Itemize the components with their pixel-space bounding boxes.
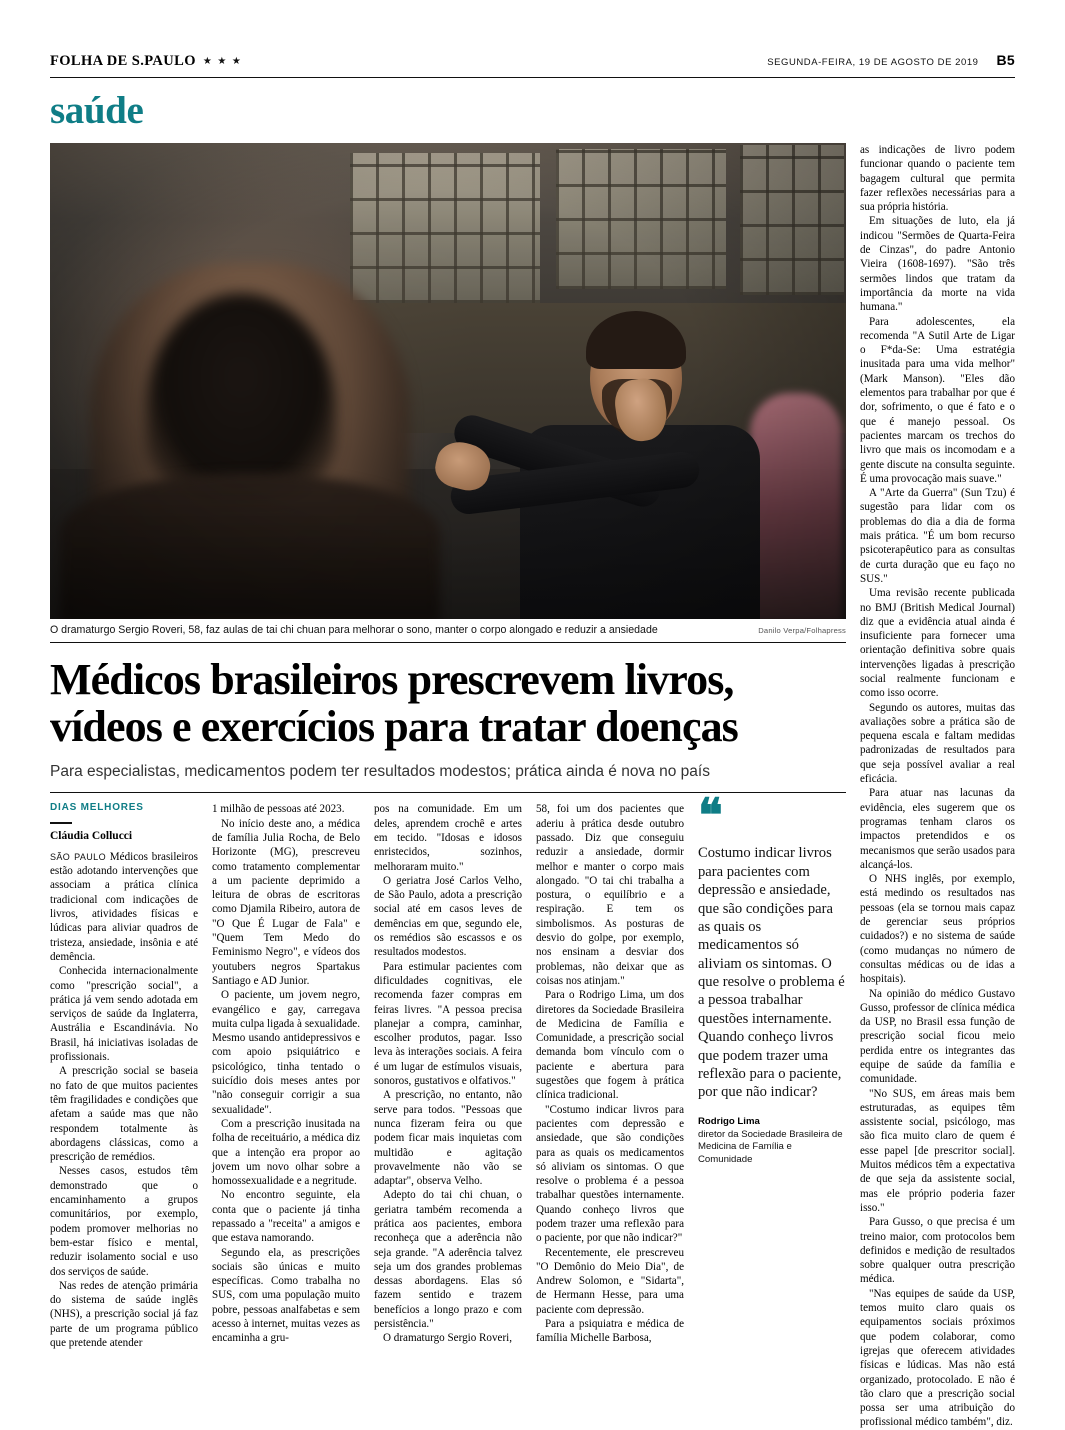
page-body xyxy=(50,143,1015,1430)
paragraph: pos na comunidade. Em um deles, aprendem crochê e artes em tecido. "Idosas e idosos enristecidos, sozinhos, melhoraram muito." xyxy=(374,803,522,873)
photo-image xyxy=(50,143,846,619)
paragraph: 1 milhão de pessoas até 2023. xyxy=(212,803,345,816)
paragraph: 58, foi um dos pacientes que aderiu à prática desde outubro passado. Diz que conseguiu reduzir a ansiedade, dormir melhor e manter o corpo mais alongado. "O tai chi trabalha a postura, o equilíbrio e a respiração. E tem os simbolismos. As posturas de desvio do golpe, por exemplo, nos ensinam a desviar dos problemas, não deixar que as coisas nos atinjam." xyxy=(536,803,684,987)
paragraph: Na opinião do médico Gustavo Gusso, professor de clínica médica da USP, no Brasil essa função de prescrição social ficou meio perdida entre os integrantes das equipe de saúde da família e comunidade. xyxy=(860,987,1015,1086)
paragraph: "No SUS, em áreas mais bem estruturadas, as equipes têm assistente social, psicólogo, mas são fica muito claro de quem é esse papel [de prescritor social]. Muitos médicos têm a expectativa de que seja da assistente social, mas ele próprio poderia fazer isso." xyxy=(860,1087,1015,1214)
paragraph: Para Gusso, o que precisa é um treino maior, com protocolos bem definidos e medição de resultados sobre qualquer outra prescrição médica. xyxy=(860,1216,1015,1286)
story-kicker: DIAS MELHORES xyxy=(50,802,144,814)
paragraph: Para o Rodrigo Lima, um dos diretores da Sociedade Brasileira de Medicina de Família e Comunidade, a prescrição social demanda bom vínculo com o paciente e abertura para sugestões que fogem à prática clínica tradicional. xyxy=(536,989,684,1102)
masthead xyxy=(50,52,1015,78)
quote-mark-icon: ❝ xyxy=(698,790,723,842)
section-title: saúde xyxy=(50,89,144,132)
paragraph: Para estimular pacientes com dificuldades cognitivas, ele recomenda fazer compras em feiras livres. "A pessoa precisa planejar a compra, caminhar, escolher produtos, pagar. Isso leva às interações sociais. A feira é um lugar de estímulos visuais, sonoros, gustativos e olfativos." xyxy=(374,960,522,1088)
paragraph: "Costumo indicar livros para pacientes com depressão e ansiedade, que são condições para as quais os medicamentos só aliviam os sintomas. O que resolve o problema é a pessoa trabalhar questões internamente. Quando conheço livros que podem trazer uma reflexão para o paciente, por que não indicar?" xyxy=(536,1103,684,1245)
story-column-2 xyxy=(212,802,360,1350)
paragraph: Nesses casos, estudos têm demonstrado que o encaminhamento a grupos comunitários, por exemplo, podem promover melhorias no bem-estar físico e mental, reduzir isolamento social e uso dos serviços de saúde. xyxy=(50,1165,198,1278)
publication-name: FOLHA DE S.PAULO xyxy=(50,53,196,69)
paragraph: "Nas equipes de saúde da USP, temos muito claro quais os equipamentos sociais próximos que podem colaborar, como igrejas que oferecem atividades físicas e lúdicas. Mas não está organizado, protocolado. E não é tão claro que a prescrição social possa ser uma atribuição do profissional médico também", diz. xyxy=(860,1287,1015,1429)
paragraph: O NHS inglês, por exemplo, está medindo os resultados nas pessoas (ela se tornou mais capaz de gerenciar seus próprios cuidados?) e no sistema de saúde (como mudanças no número de consultas médicas ou de idas a hospitais). xyxy=(860,873,1015,986)
paragraph: Uma revisão recente publicada no BMJ (British Medical Journal) diz que a evidência atual ainda é insuficiente para fornecer uma orientação definitiva sobre quais intervenções ligadas à prescrição social realmente funcionam e como isso ocorre. xyxy=(860,587,1015,700)
pull-quote-text: Costumo indicar livros para pacientes com depressão e ansiedade, que são condições para as quais os medicamentos só aliviam os sintomas. O que resolve o problema é a pessoa trabalhar questões internamente. Quando conheço livros que podem trazer uma reflexão para o paciente, por que não indicar? xyxy=(698,845,845,1101)
paragraph: A "Arte da Guerra" (Sun Tzu) é sugestão para lidar com os problemas do dia a dia de forma mais prática. "É um bom recurso psicoterapêutico para as consultas de curta duração que eu faço no SUS." xyxy=(860,487,1015,585)
paragraph-text: Médicos brasileiros estão adotando intervenções que associam a prática clínica tradicional com indicações de livros, atividades físicas e lúdicas para aliviar quadros de tristeza, ansiedade, insônia e até demência. xyxy=(50,850,198,963)
photo-credit: Danilo Verpa/Folhapress xyxy=(758,626,846,635)
story-columns xyxy=(50,790,846,1350)
paragraph: Em situações de luto, ela já indicou "Sermões de Quarta-Feira de Cinzas", do padre Antonio Vieira (1608-1697). "São três sermões lindos que tratam da importância da morte na vida humana." xyxy=(860,215,1015,314)
lead-photo xyxy=(50,143,846,619)
paragraph: A prescrição social se baseia no fato de que muitos pacientes têm fragilidades e condições que afetam a saúde mas que não respondem totalmente às abordagens clássicas, como a prescrição de remédios. xyxy=(50,1065,198,1164)
paragraph: Segundo os autores, muitas das avaliações sobre a prática são de pequena escala e faltam medidas padronizadas de resultados para que seja possível avaliar a real eficácia. xyxy=(860,701,1015,786)
paragraph: Para a psiquiatra e médica de família Michelle Barbosa, xyxy=(536,1318,684,1345)
paragraph: O geriatra José Carlos Velho, de São Paulo, adota a prescrição social até em casos leves de demências em que, segundo ele, os remédios são escassos e os resultados modestos. xyxy=(374,874,522,959)
paragraph: Nas redes de atenção primária do sistema de saúde inglês (NHS), a prescrição social já faz parte de um programa público que pretende atender xyxy=(50,1279,198,1349)
pull-quote-author-role: diretor da Sociedade Brasileira de Medicina de Família e Comunidade xyxy=(698,1128,843,1165)
main-story-block xyxy=(50,143,846,1430)
paragraph: A prescrição, no entanto, não serve para todos. "Pessoas que nunca fizeram feira ou que podem ficar mais inquietas com multidão e agitação provavelmente não vão se adaptar", observa Velho. xyxy=(374,1089,522,1188)
paragraph: O dramaturgo Sergio Roveri, xyxy=(383,1332,512,1345)
paragraph: Adepto do tai chi chuan, o geriatra também recomenda a prática aos pacientes, embora reconheça que a aderência não seja grande. "A aderência talvez seja um dos grandes problemas dessas abordagens. Elas só fazem sentido e trazem benefícios a longo prazo e com persistência." xyxy=(374,1189,522,1331)
paragraph: Segundo ela, as prescrições sociais são únicas e muito específicas. Como trabalha no SUS, com uma população muito pobre, pessoas analfabetas e sem acesso à internet, muitas vezes as encaminha a gru- xyxy=(212,1246,360,1345)
byline: Cláudia Collucci xyxy=(50,829,133,842)
paragraph: Para atuar nas lacunas da evidência, eles sugerem que os programas tenham claros os impactos pretendidos e os mecanismos que serão usados para alcançá-los. xyxy=(860,787,1015,871)
masthead-right xyxy=(767,52,1015,68)
stars-icon: ★ ★ ★ xyxy=(202,56,243,67)
pull-quote xyxy=(698,790,846,1350)
paragraph: Com a prescrição inusitada na folha de receituário, a médica diz que a intenção era propor ao jovem um novo olhar sobre a homossexualidade e a negritude. xyxy=(212,1117,360,1188)
paragraph: No início deste ano, a médica de família Julia Rocha, de Belo Horizonte (MG), prescreveu como tratamento complementar a um paciente deprimido a leitura de obras de escritoras como Djamila Ribeiro, autora de "O Que É Lugar de Fala" e "Quem Tem Medo do Feminismo Negro", e vídeos dos youtubers negros Spartakus Santiago e AD Junior. xyxy=(212,817,360,987)
dateline-locator: SÃO PAULO xyxy=(50,851,106,862)
paragraph: Recentemente, ele prescreveu "O Demônio do Meio Dia", de Andrew Solomon, e "Sidarta", de Hermann Hesse, para uma paciente com depressão. xyxy=(536,1246,684,1316)
paragraph xyxy=(50,850,198,964)
issue-date: SEGUNDA-FEIRA, 19 DE AGOSTO DE 2019 xyxy=(767,57,979,68)
subheadline: Para especialistas, medicamentos podem ter resultados modestos; prática ainda é nova no país xyxy=(50,762,846,793)
byline-rule xyxy=(50,822,72,824)
paragraph: as indicações de livro podem funcionar quando o paciente tem bagagem cultural que permita fazer reflexões necessárias para a sua própria história. xyxy=(860,144,1015,214)
page-folio: B5 xyxy=(996,52,1015,68)
paragraph: O paciente, um jovem negro, evangélico e gay, carregava muita culpa ligada à sexualidade. Mesmo usando antidepressivos e com apoio psiquiátrico e psicológico, tinha tentado o suicídio dois meses antes por "não conseguir corrigir a sua sexualidade". xyxy=(212,989,360,1116)
paragraph: No encontro seguinte, ela conta que o paciente já tinha repassado a "receita" a amigos e que estava namorando. xyxy=(212,1189,360,1245)
story-column-3 xyxy=(374,802,522,1350)
masthead-left xyxy=(50,53,242,70)
photo-vignette xyxy=(50,143,846,619)
photo-caption-row xyxy=(50,619,846,643)
paragraph: Para adolescentes, ela recomenda "A Sutil Arte de Ligar o F*da-Se: Uma estratégia inusitada para uma vida melhor" (Mark Manson). "Eles dão elementos para trabalhar por que é dor, sofrimento, o que é fato e o que é manejo pessoal. Os pacientes marcam os trechos do livro que mais os incomodam e a gente discute na consulta seguinte. É uma provocação mais suave." xyxy=(860,315,1015,485)
story-column-5 xyxy=(860,143,1015,1430)
story-column-4 xyxy=(536,802,684,1350)
photo-caption: O dramaturgo Sergio Roveri, 58, faz aulas de tai chi chuan para melhorar o sono, manter o corpo alongado e reduzir a ansiedade xyxy=(50,624,658,636)
headline: Médicos brasileiros prescrevem livros, vídeos e exercícios para tratar doenças xyxy=(50,655,738,751)
story-column-1 xyxy=(50,802,198,1350)
pull-quote-author: Rodrigo Lima xyxy=(698,1115,760,1127)
paragraph: Conhecida internacionalmente como "prescrição social", a prática já vem sendo adotada em serviços de saúde da Inglaterra, Austrália e Escandinávia. No Brasil, há iniciativas isoladas de profissionais. xyxy=(50,965,198,1064)
